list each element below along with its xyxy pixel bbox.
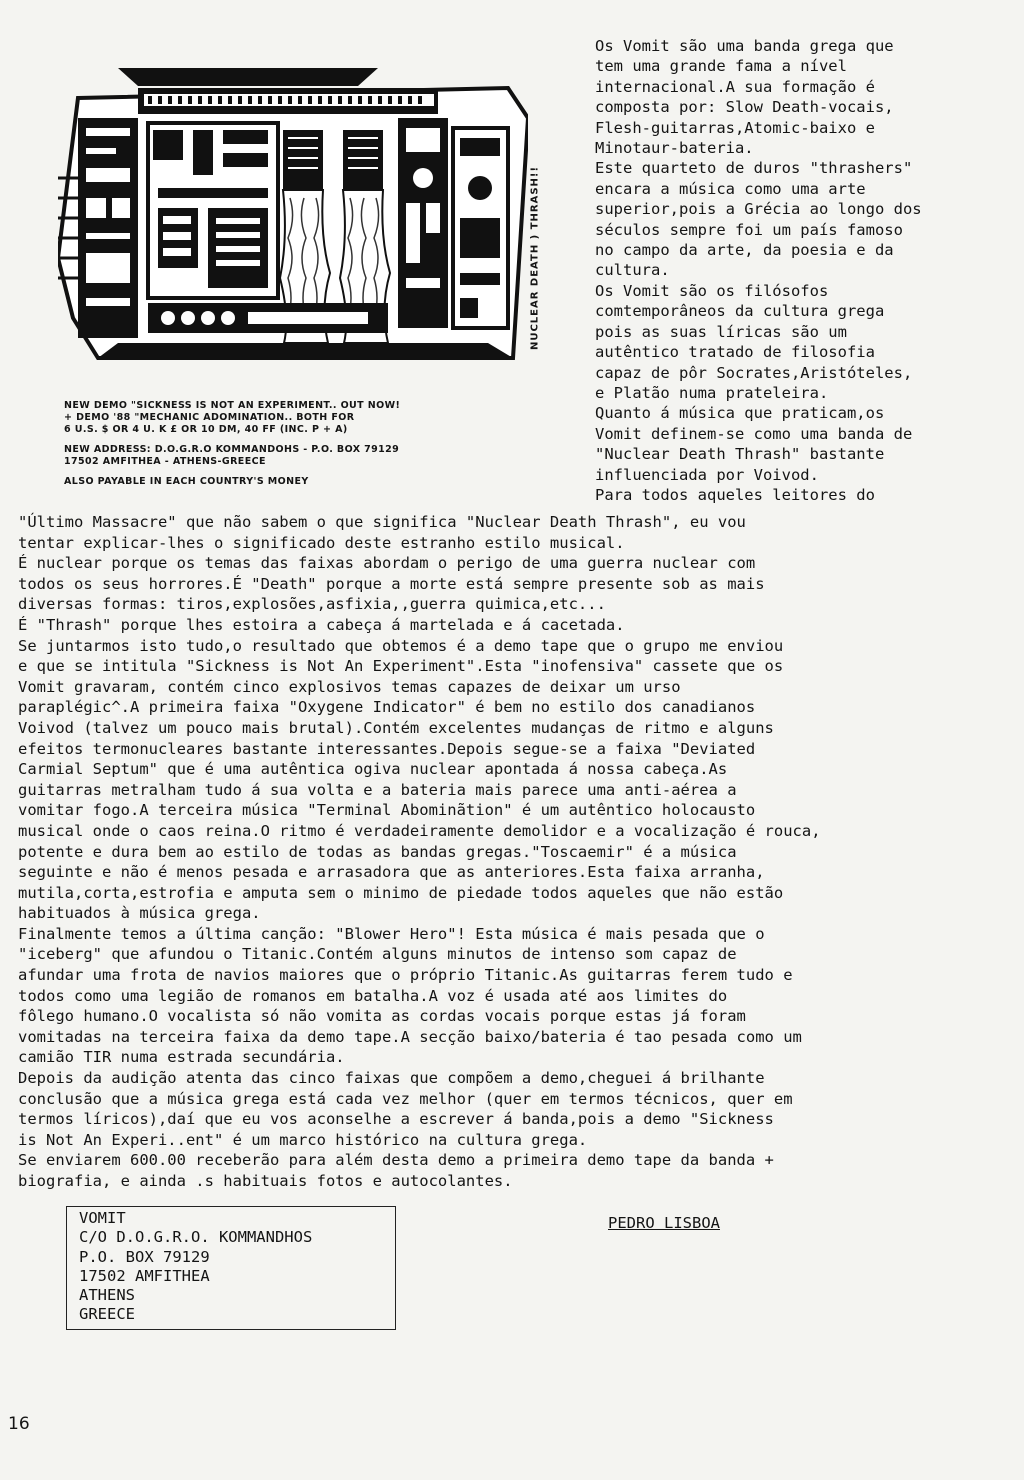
- text-line: musical onde o caos reina.O ritmo é verdadeiramente demolidor e a vocalização é rouca,: [18, 821, 821, 840]
- review-body: [18, 512, 1018, 1192]
- text-line: Vomit definem-se como uma banda de: [595, 424, 913, 443]
- intro-column: [595, 36, 995, 505]
- ad-line: + DEMO '88 "MECHANIC ADOMINATION.. BOTH FOR: [64, 412, 355, 423]
- text-line: cultura.: [595, 261, 670, 280]
- text-line: "Último Massacre" que não sabem o que significa "Nuclear Death Thrash", eu vou: [18, 513, 746, 531]
- text-line: É nuclear porque os temas das faixas abordam o perigo de uma guerra nuclear com: [18, 554, 756, 573]
- text-line: Este quarteto de duros "thrashers": [595, 159, 913, 178]
- text-line: Os Vomit são os filósofos: [595, 281, 829, 300]
- address-line: P.O. BOX 79129: [79, 1247, 210, 1266]
- text-line: guitarras metralham tudo á sua volta e a bateria mais parece uma anti-aérea a: [18, 780, 737, 799]
- text-line: internacional.A sua formação é: [595, 77, 875, 96]
- text-line: todos os seus horrores.É "Death" porque a morte está sempre presente sob as mais: [18, 574, 765, 593]
- address-line: ATHENS: [79, 1286, 135, 1305]
- text-line: influenciada por Voivod.: [595, 465, 819, 484]
- ad-line: NEW DEMO "SICKNESS IS NOT AN EXPERIMENT.. OUT NOW!: [64, 400, 401, 411]
- vertical-genre-caption: [520, 150, 550, 365]
- text-line: no campo da arte, da poesia e da: [595, 241, 894, 260]
- text-line: conclusão que a música grega está cada vez melhor (quer em termos técnicos, quer em: [18, 1089, 793, 1108]
- text-line: Vomit gravaram, contém cinco explosivos temas capazes de deixar um urso: [18, 677, 681, 696]
- text-line: mutila,corta,estrofia e amputa sem o minimo de piedade todos aqueles que não estão: [18, 883, 784, 902]
- contact-address-box: [66, 1206, 396, 1330]
- text-line: Flesh-guitarras,Atomic-baixo e: [595, 118, 875, 137]
- text-line: termos líricos),daí que eu vos aconselhe a escrever á banda,pois a demo "Sickness: [18, 1110, 774, 1129]
- text-line: tem uma grande fama a nível: [595, 57, 847, 76]
- text-line: efeitos termonucleares bastante interessantes.Depois segue-se a faixa "Deviated: [18, 739, 756, 758]
- address-line: 17502 AMFITHEA: [79, 1266, 210, 1285]
- text-line: paraplégic^.A primeira faixa "Oxygene Indicator" é bem no estilo dos canadianos: [18, 698, 756, 717]
- band-artwork: [58, 58, 528, 363]
- demo-advert-caption: [64, 400, 504, 488]
- text-line: Para todos aqueles leitores do: [595, 485, 875, 504]
- text-line: is Not An Experi..ent" é um marco histórico na cultura grega.: [18, 1130, 588, 1149]
- text-line: "Nuclear Death Thrash" bastante: [595, 445, 885, 464]
- text-line: pois as suas líricas são um: [595, 322, 847, 341]
- text-line: composta por: Slow Death-vocais,: [595, 98, 894, 117]
- author-signature: PEDRO LISBOA: [608, 1214, 720, 1232]
- text-line: comtemporâneos da cultura grega: [595, 302, 885, 321]
- text-line: vomitadas na terceira faixa da demo tape.A secção baixo/bateria é tao pesada como um: [18, 1027, 802, 1046]
- text-line: e Platão numa prateleira.: [595, 383, 829, 402]
- ad-line: NEW ADDRESS: D.O.G.R.O KOMMANDOHS - P.O. BOX 79129: [64, 444, 400, 455]
- text-line: potente e dura bem ao estilo de todas as bandas gregas."Toscaemir" é a música: [18, 842, 737, 861]
- text-line: Voivod (talvez um pouco mais brutal).Contém excelentes mudanças de ritmo e alguns: [18, 718, 774, 737]
- address-line: GREECE: [79, 1305, 135, 1324]
- text-line: superior,pois a Grécia ao longo dos: [595, 200, 922, 219]
- text-line: Finalmente temos a última canção: "Blower Hero"! Esta música é mais pesada que o: [18, 924, 765, 943]
- machine-illustration: [58, 58, 528, 363]
- text-line: fôlego humano.O vocalista só não vomita as cordas vocais porque estas já foram: [18, 1007, 746, 1026]
- text-line: tentar explicar-lhes o significado deste estranho estilo musical.: [18, 533, 625, 552]
- text-line: camião TIR numa estrada secundária.: [18, 1048, 345, 1067]
- text-line: e que se intitula "Sickness is Not An Experiment".Esta "inofensiva" cassete que os: [18, 657, 784, 676]
- ad-line: 6 U.S. $ OR 4 U. K £ OR 10 DM, 40 FF (INC. P + A): [64, 424, 348, 435]
- page-number: 16: [8, 1414, 30, 1434]
- text-line: Quanto á música que praticam,os: [595, 404, 885, 423]
- text-line: afundar uma frota de navios maiores que o próprio Titanic.As guitarras ferem tudo e: [18, 966, 793, 985]
- text-line: autêntico tratado de filosofia: [595, 343, 875, 362]
- text-line: Se juntarmos isto tudo,o resultado que obtemos é a demo tape que o grupo me enviou: [18, 636, 784, 655]
- text-line: todos como uma legião de romanos em batalha.A voz é usada até aos limites do: [18, 986, 728, 1005]
- text-line: É "Thrash" porque lhes estoira a cabeça á martelada e á cacetada.: [18, 615, 625, 634]
- genre-caption-text: NUCLEAR DEATH ) THRASH!!: [529, 165, 541, 350]
- text-line: Se enviarem 600.00 receberão para além desta demo a primeira demo tape da banda +: [18, 1151, 774, 1170]
- text-line: habituados à música grega.: [18, 904, 261, 923]
- ad-line: ALSO PAYABLE IN EACH COUNTRY'S MONEY: [64, 476, 309, 487]
- address-line: VOMIT: [79, 1209, 126, 1227]
- text-line: vomitar fogo.A terceira música "Terminal Abominãtion" é um autêntico holocausto: [18, 801, 756, 820]
- text-line: "iceberg" que afundou o Titanic.Contém alguns minutos de intenso som capaz de: [18, 945, 737, 964]
- text-line: capaz de pôr Socrates,Aristóteles,: [595, 363, 913, 382]
- text-line: biografia, e ainda .s habituais fotos e autocolantes.: [18, 1172, 513, 1190]
- text-line: Os Vomit são uma banda grega que: [595, 37, 894, 55]
- text-line: séculos sempre foi um país famoso: [595, 220, 903, 239]
- text-line: Depois da audição atenta das cinco faixas que compõem a demo,cheguei á brilhante: [18, 1069, 765, 1088]
- text-line: Minotaur-bateria.: [595, 139, 754, 158]
- text-line: seguinte e não é menos pesada e arrasadora que as anteriores.Esta faixa arranha,: [18, 863, 765, 882]
- text-line: Carmial Septum" que é uma autêntica ogiva nuclear apontada á nossa cabeça.As: [18, 760, 728, 779]
- text-line: diversas formas: tiros,explosões,asfixia,,guerra quimica,etc...: [18, 595, 606, 614]
- text-line: encara a música como uma arte: [595, 179, 866, 198]
- ad-line: 17502 AMFITHEA - ATHENS-GREECE: [64, 456, 266, 467]
- address-line: C/O D.O.G.R.O. KOMMANDHOS: [79, 1228, 313, 1247]
